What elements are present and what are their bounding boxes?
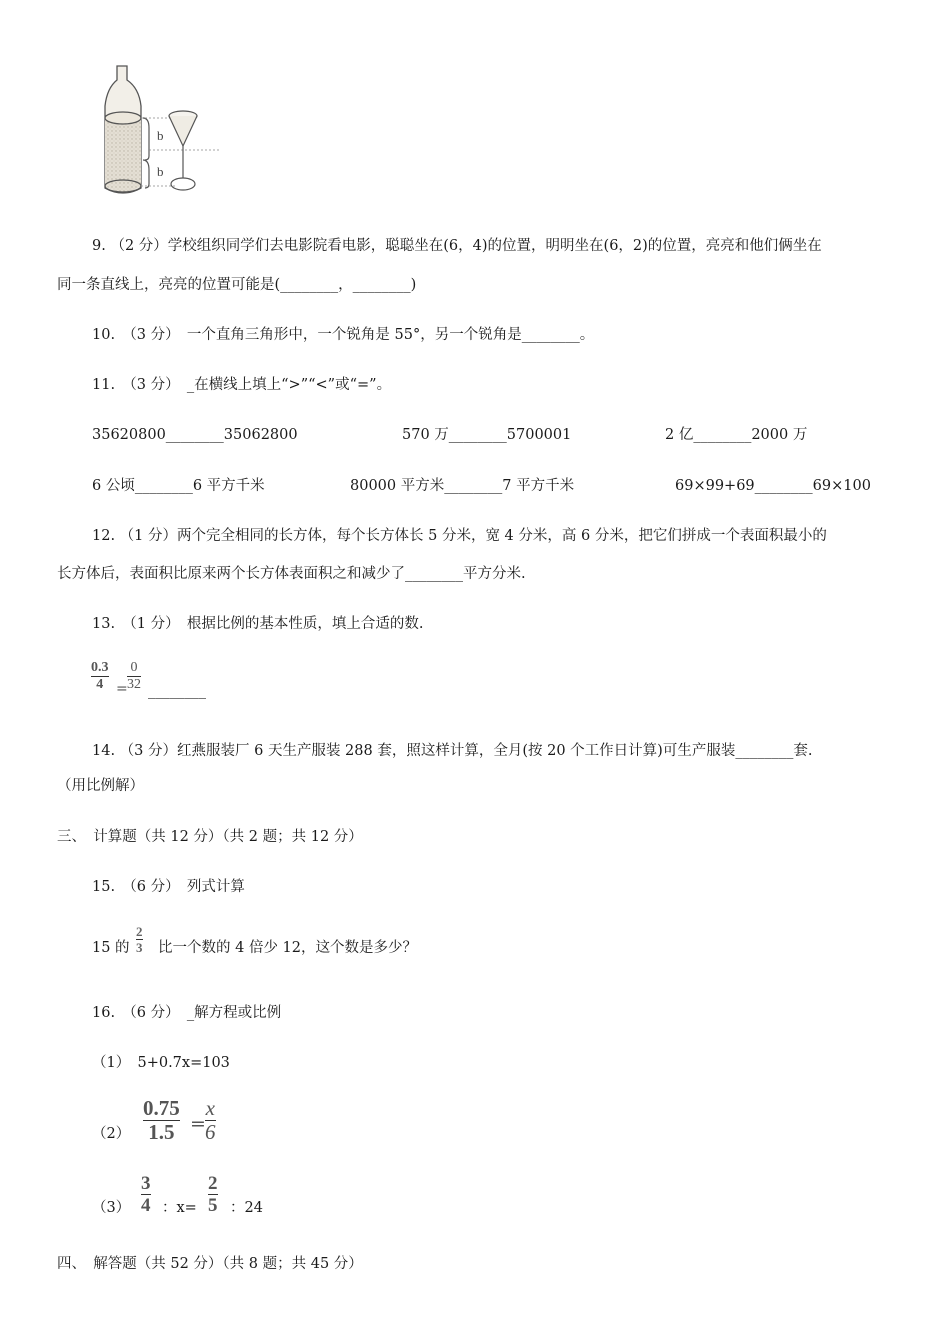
q16-p3-a-den: 4 bbox=[141, 1195, 151, 1216]
q13-fraction-2 bbox=[127, 661, 141, 692]
q11-r1c2: 570 万________5700001 bbox=[402, 427, 572, 443]
q11-r2c2: 80000 平方米________7 平方千米 bbox=[350, 478, 575, 494]
q13-fraction-1 bbox=[91, 661, 109, 692]
bottle-shape bbox=[105, 66, 141, 193]
q15-frac-num: 2 bbox=[136, 924, 143, 939]
q12-line2: 长方体后，表面积比原来两个长方体表面积之和减少了________平方分米. bbox=[57, 566, 526, 582]
cone-glass-shape bbox=[169, 111, 197, 190]
q15-frac-den: 3 bbox=[136, 940, 143, 955]
q9-line1: 9. （2 分）学校组织同学们去电影院看电影，聪聪坐在(6，4)的位置，明明坐在(6，2)的位置，亮亮和他们俩坐在 bbox=[92, 238, 822, 254]
q13-blank: ________ bbox=[148, 683, 206, 699]
section-3-heading: 三、 计算题（共 12 分）（共 2 题；共 12 分） bbox=[57, 829, 363, 845]
q16-p3-label: （3） bbox=[92, 1200, 131, 1216]
bottle-glass-figure bbox=[95, 58, 225, 208]
q16-p2-a-den: 1.5 bbox=[148, 1120, 175, 1144]
q13-frac1-num: 0.3 bbox=[91, 660, 109, 675]
q16-p2-eq: = bbox=[190, 1113, 206, 1135]
q13-eq: = bbox=[116, 681, 128, 697]
q16-p1: （1） 5+0.7x=103 bbox=[92, 1055, 230, 1071]
q13-frac1-den: 4 bbox=[96, 677, 104, 692]
q13-text: 13. （1 分） 根据比例的基本性质，填上合适的数. bbox=[92, 616, 424, 632]
q15-text: 15. （6 分） 列式计算 bbox=[92, 879, 245, 895]
q13-frac2-den: 32 bbox=[127, 677, 141, 692]
q11-r1c3: 2 亿________2000 万 bbox=[665, 427, 808, 443]
q16-p3-a-num: 3 bbox=[141, 1173, 151, 1194]
q16-p3-b-den: 5 bbox=[208, 1195, 218, 1216]
section-4-heading: 四、 解答题（共 52 分）（共 8 题；共 45 分） bbox=[57, 1256, 363, 1272]
q16-p3-end: ：24 bbox=[230, 1200, 263, 1216]
q14-line1: 14. （3 分）红燕服装厂 6 天生产服装 288 套，照这样计算，全月(按 20 个工作日计算)可生产服装________套. bbox=[92, 743, 813, 759]
q16-p3-fraction-a bbox=[141, 1174, 151, 1215]
q16-p3-mid: ：x= bbox=[162, 1200, 197, 1216]
q16-p2-fraction-b bbox=[205, 1098, 216, 1143]
q16-p2-b-den: 6 bbox=[205, 1120, 216, 1144]
label-b-top: b bbox=[157, 128, 164, 143]
q12-line1: 12. （1 分）两个完全相同的长方体，每个长方体长 5 分米，宽 4 分米，高 6 分米，把它们拼成一个表面积最小的 bbox=[92, 528, 827, 544]
q11-r1c1: 35620800________35062800 bbox=[92, 427, 298, 443]
q16-text: 16. （6 分） _解方程或比例 bbox=[92, 1005, 282, 1021]
label-b-bottom: b bbox=[157, 164, 164, 179]
brackets bbox=[143, 118, 149, 188]
q11-r2c3: 69×99+69________69×100 bbox=[675, 478, 871, 494]
q16-p2-label: （2） bbox=[92, 1126, 131, 1142]
q11-text: 11. （3 分） _在横线上填上“>”“<”或“=”。 bbox=[92, 377, 392, 393]
q16-p2-a-num: 0.75 bbox=[143, 1096, 180, 1120]
q10-text: 10. （3 分） 一个直角三角形中，一个锐角是 55°，另一个锐角是________。 bbox=[92, 327, 595, 343]
q14-line2: （用比例解） bbox=[57, 778, 144, 794]
q15-sub-pre: 15 的 bbox=[92, 940, 130, 956]
q13-frac2-num: 0 bbox=[130, 660, 138, 675]
q15-sub-post: 比一个数的 4 倍少 12，这个数是多少？ bbox=[158, 940, 418, 956]
q11-r2c1: 6 公顷________6 平方千米 bbox=[92, 478, 265, 494]
q16-p2-b-num: x bbox=[205, 1096, 215, 1120]
q9-line2: 同一条直线上，亮亮的位置可能是(________，________) bbox=[57, 277, 417, 293]
q16-p3-fraction-b bbox=[208, 1174, 218, 1215]
q15-fraction bbox=[136, 925, 143, 954]
q16-p3-b-num: 2 bbox=[208, 1173, 218, 1194]
q16-p2-fraction-a bbox=[143, 1098, 180, 1143]
